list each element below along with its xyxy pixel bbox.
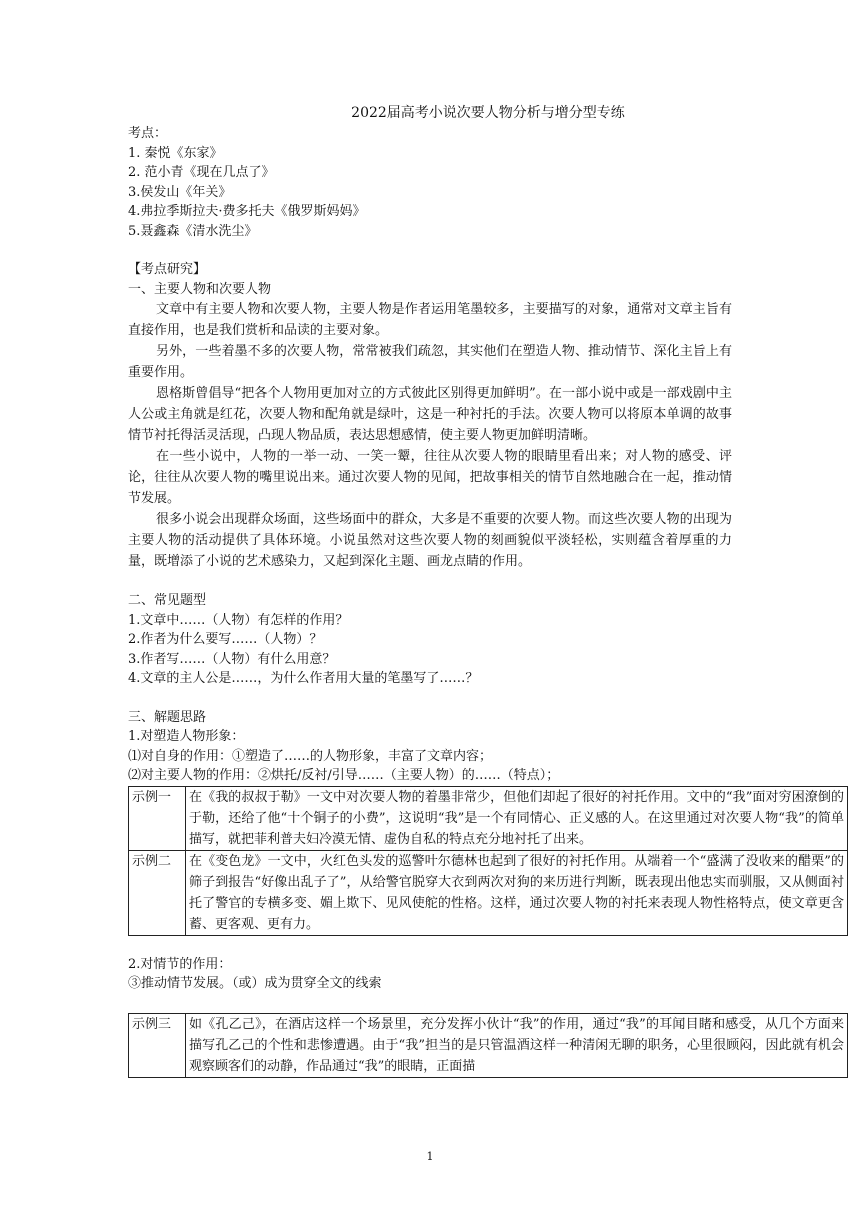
question-type-item: 2.作者为什么要写……（人物）？ (128, 632, 323, 647)
example-label: 示例二 (129, 850, 186, 935)
section-research-heading: 【考点研究】 (128, 262, 207, 277)
spacer (128, 936, 848, 955)
kaodian-item: 4.弗拉季斯拉夫·费多托夫《俄罗斯妈妈》 (128, 204, 366, 219)
section-3-point: ⑵对主要人物的作用：②烘托/反衬/引导……（主要人物）的……（特点）； (128, 768, 560, 783)
spacer (128, 241, 848, 260)
kaodian-item: 3.侯发山《年关》 (128, 184, 232, 200)
document-title: 2022届高考小说次要人物分析与增分型专练 (351, 105, 625, 121)
section-1-paragraph: 在一些小说中，人物的一举一动、一笑一颦，往往从次要人物的眼睛里看出来；对人物的感受、评论，往往从次要人物的嘴里说出来。通过次要人物的见闻，把故事相关的情节自然地融合在一起，推动情节发展。 (128, 449, 732, 506)
example-table-1 (128, 786, 848, 936)
example-label: 示例一 (129, 786, 186, 850)
section-1-paragraph: 恩格斯曾倡导“把各个人物用更加对立的方式彼此区别得更加鲜明”。在一部小说中或是一部戏剧中主人公或主角就是红花，次要人物和配角就是绿叶，这是一种衬托的手法。次要人物可以将原本单调的故事情节衬托得活灵活现，凸现人物品质，表达思想感情，使主要人物更加鲜明清晰。 (128, 386, 732, 443)
section-1-heading: 一、主要人物和次要人物 (128, 281, 272, 297)
spacer (128, 689, 848, 708)
section-3-point: ③推动情节发展。（或）成为贯穿全文的线索 (128, 976, 382, 991)
question-type-item: 1.文章中……（人物）有怎样的作用？ (128, 612, 349, 628)
kaodian-item: 5.聂鑫森《清水洗尘》 (128, 223, 258, 239)
section-3-subheading: 1.对塑造人物形象： (128, 729, 245, 744)
document-body (128, 104, 848, 1078)
spacer (128, 994, 848, 1013)
table-row (129, 1013, 848, 1077)
kaodian-item: 1. 秦悦《东家》 (128, 145, 223, 161)
table-row (129, 850, 848, 935)
section-3-subheading: 2.对情节的作用： (128, 956, 232, 972)
spacer (128, 572, 848, 591)
page-number: 1 (426, 1150, 434, 1163)
example-text: 在《变色龙》一文中，火红色头发的巡警叶尔德林也起到了很好的衬托作用。从端着一个“盛满了没收来的醋栗”的筛子到报告“好像出乱子了”，从给警官脱穿大衣到两次对狗的来历进行判断，既表现出他忠实而驯服，又从侧面衬托了警官的专横多变、媚上欺下、见风使舵的性格。这样，通过次要人物的衬托来表现人物性格特点，使文章更含蓄、更客观、更有力。 (186, 850, 848, 935)
section-1-paragraph: 很多小说会出现群众场面，这些场面中的群众，大多是不重要的次要人物。而这些次要人物的出现为主要人物的活动提供了具体环境。小说虽然对这些次要人物的刻画貌似平淡轻松，实则蕴含着厚重的力量，既增添了小说的艺术感染力，又起到深化主题、画龙点睛的作用。 (128, 512, 732, 569)
question-type-item: 3.作者写……（人物）有什么用意？ (128, 651, 336, 667)
kaodian-label: 考点： (128, 126, 168, 141)
example-table-2 (128, 1013, 848, 1078)
example-text: 如《孔乙己》，在酒店这样一个场景里，充分发挥小伙计“我”的作用，通过“我”的耳闻目睹和感受，从几个方面来描写孔乙己的个性和悲惨遭遇。由于“我”担当的是只管温酒这样一种清闲无聊的职务，心里很顾闷，因此就有机会观察顾客们的动静，作品通过“我”的眼睛，正面描 (186, 1013, 848, 1077)
section-3-heading: 三、解题思路 (128, 709, 207, 725)
section-2-heading: 二、常见题型 (128, 593, 207, 608)
section-3-point: ⑴对自身的作用：①塑造了……的人物形象，丰富了文章内容； (128, 748, 493, 764)
section-1-paragraph: 另外，一些着墨不多的次要人物，常常被我们疏忽，其实他们在塑造人物、推动情节、深化主旨上有重要作用。 (128, 344, 732, 380)
example-label: 示例三 (129, 1013, 186, 1077)
section-1-paragraph: 文章中有主要人物和次要人物，主要人物是作者运用笔墨较多，主要描写的对象，通常对文章主旨有直接作用，也是我们赏析和品读的主要对象。 (128, 302, 732, 338)
question-type-item: 4.文章的主人公是……，为什么作者用大量的笔墨写了……？ (128, 671, 479, 686)
table-row (129, 786, 848, 850)
example-text: 在《我的叔叔于勒》一文中对次要人物的着墨非常少，但他们却起了很好的衬托作用。文中的“我”面对穷困潦倒的于勒，还给了他“十个铜子的小费”，这说明“我”是一个有同情心、正义感的人。在这里通过对次要人物“我”的简单描写，就把菲利普夫妇冷漠无情、虚伪自私的特点充分地衬托了出来。 (186, 786, 848, 850)
kaodian-item: 2. 范小青《现在几点了》 (128, 165, 275, 180)
